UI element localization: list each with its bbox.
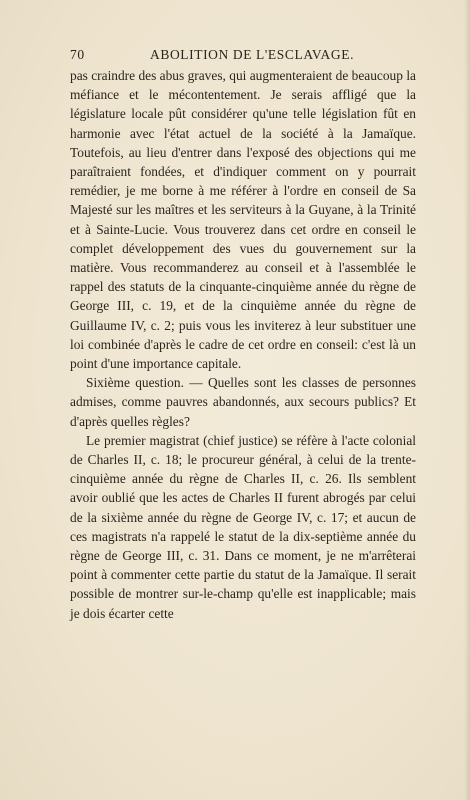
page-edge-shadow [464,0,470,800]
running-title: ABOLITION DE L'ESCLAVAGE. [150,47,355,62]
paragraph-continuation: pas craindre des abus graves, qui augmenteraient de beaucoup la méfiance et le mécontentement. Je serais affligé que la législature locale pût considérer qu'une telle législation fût en harmonie avec l'état actuel de la société à la Jamaïque. Toutefois, au lieu d'entrer dans l'exposé des objections qui me paraîtraient fondées, et d'indiquer comment on y pourrait remédier, je me borne à me référer à l'ordre en conseil de Sa Majesté sur les maîtres et les serviteurs à la Guyane, à la Trinité et à Sainte-Lucie. Vous trouverez dans cet ordre en conseil le complet développement des vues du gouvernement sur la matière. Vous recommanderez au conseil et à l'assemblée le rappel des statuts de la cinquante-cinquième année du règne de George III, c. 19, et de la cinquième année du règne de Guillaume IV, c. 2; puis vous les inviterez à leur substituer une loi combinée d'après le cadre de cet ordre en conseil: c'est là un point d'une importance capitale. [70,68,416,372]
paragraph-chief-justice: Le premier magistrat (chief justice) se réfère à l'acte colonial de Charles II, c. 18; le procureur général, à celui de la trente-cinquième année du règne de Charles II, c. 26. Ils semblent avoir oublié que les actes de Charles II furent abrogés par celui de la sixième année du règne de George IV, c. 17; et aucun de ces magistrats n'a rappelé le statut de la dix-septième année du règne de George III, c. 31. Dans ce moment, je ne m'arrêterai point à commenter cette partie du statut de la Jamaïque. Il serait possible de montrer sur-le-champ qu'elle est inapplicable; mais je dois écarter cette [70,432,416,621]
paragraph-sixth-question: Sixième question. — Quelles sont les classes de personnes admises, comme pauvres abandonnés, aux secours publics? Et d'après quelles règles? [70,375,416,429]
page-header [70,47,416,67]
body-text [70,66,416,623]
page-number: 70 [70,47,85,62]
